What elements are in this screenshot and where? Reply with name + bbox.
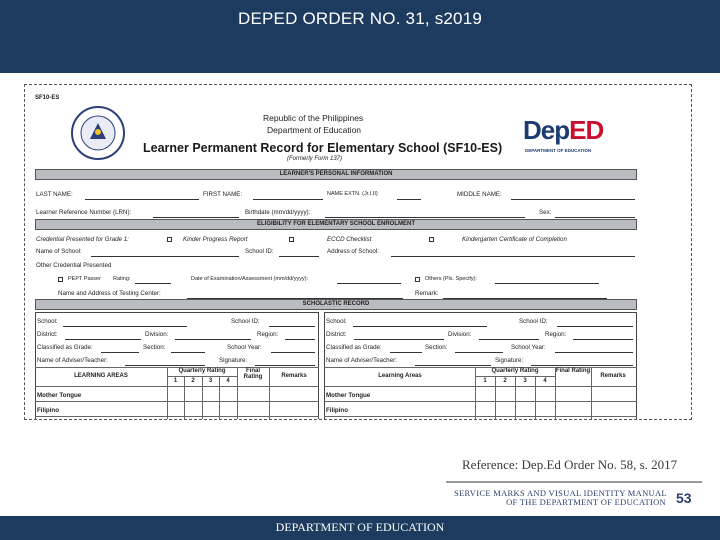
left-header-q3: 3: [208, 378, 213, 384]
label-eccd: ECCD Checklist: [327, 236, 372, 243]
left-label-division: Division:: [145, 331, 169, 338]
label-last-name: LAST NAME:: [36, 191, 73, 198]
label-middle-name: MIDDLE NAME:: [457, 191, 502, 198]
logo-subtitle: DEPARTMENT OF EDUCATION: [525, 148, 592, 153]
right-field-school: [353, 326, 487, 327]
checkbox-others[interactable]: [415, 277, 420, 282]
right-field-adviser: [415, 365, 491, 366]
left-label-region: Region:: [257, 331, 279, 338]
deped-logo: [519, 115, 609, 155]
page-number: 53: [676, 490, 692, 506]
left-field-signature: [255, 365, 315, 366]
reference-text: Reference: Dep.Ed Order No. 58, s. 2017: [462, 457, 678, 472]
field-rating: [135, 283, 171, 284]
left-label-section: Section:: [143, 344, 166, 351]
left-label-school: School:: [37, 318, 58, 325]
label-school-id: School ID:: [245, 248, 274, 255]
form-title: Learner Permanent Record for Elementary School (SF10-ES): [143, 141, 503, 155]
right-label-school-id: School ID:: [519, 318, 548, 325]
right-header-remarks: Remarks: [600, 373, 626, 379]
right-field-division: [479, 339, 539, 340]
field-birthdate: [325, 217, 525, 218]
logo-dep-text: Dep: [523, 115, 570, 145]
label-sex: Sex:: [539, 209, 552, 216]
checkbox-pept[interactable]: [58, 277, 63, 282]
right-subject-filipino: Filipino: [326, 407, 348, 414]
left-label-district: District:: [37, 331, 58, 338]
slide-title: DEPED ORDER NO. 31, s2019: [237, 9, 483, 28]
label-address-of-school: Address of School:: [327, 248, 379, 255]
left-field-school-year: [271, 352, 315, 353]
left-subject-filipino: Filipino: [37, 407, 59, 414]
field-last-name: [85, 199, 199, 200]
left-field-school-id: [269, 326, 315, 327]
left-label-signature: Signature:: [219, 357, 248, 364]
checkbox-eccd[interactable]: [289, 237, 294, 242]
field-middle-name: [511, 199, 635, 200]
right-label-section: Section:: [425, 344, 448, 351]
left-label-school-year: School Year:: [227, 344, 262, 351]
label-lrn: Learner Reference Number (LRN):: [36, 209, 132, 216]
left-header-quarterly-rating: Quarterly Rating: [178, 368, 226, 374]
right-header-learning-areas: Learning Areas: [378, 373, 422, 379]
service-marks-line2: OF THE DEPARTMENT OF EDUCATION: [506, 497, 666, 507]
service-marks-line1: SERVICE MARKS AND VISUAL IDENTITY MANUAL: [454, 488, 667, 498]
field-others: [495, 283, 599, 284]
left-subject-mother-tongue: Mother Tongue: [37, 392, 82, 399]
field-first-name: [253, 199, 323, 200]
form-code: SF10-ES: [35, 95, 60, 101]
left-field-section: [171, 352, 205, 353]
label-testing-center: Name and Address of Testing Center:: [58, 290, 161, 297]
left-header-learning-areas: LEARNING AREAS: [74, 373, 128, 379]
right-field-school-year: [555, 352, 633, 353]
label-date-exam: Date of Examination/Assessment (mm/dd/yyyy):: [191, 276, 309, 282]
right-field-school-id: [557, 326, 633, 327]
field-name-of-school: [91, 256, 239, 257]
label-kinder-cert: Kindergarten Certificate of Completion: [462, 236, 567, 243]
left-field-region: [285, 339, 315, 340]
field-date-exam: [337, 283, 401, 284]
field-address-of-school: [391, 256, 635, 257]
right-label-school-year: School Year:: [511, 344, 546, 351]
right-header-q1: 1: [483, 378, 487, 384]
right-field-signature: [531, 365, 633, 366]
section-personal-info: LEARNER'S PERSONAL INFORMATION: [35, 169, 637, 180]
form-formerly: (Formerly Form 137): [287, 156, 343, 162]
right-field-district: [354, 339, 444, 340]
left-header-remarks: Remarks: [281, 373, 307, 379]
right-field-section: [455, 352, 503, 353]
label-kinder-report: Kinder Progress Report: [183, 236, 248, 243]
label-credential: Credential Presented for Grade 1:: [36, 236, 129, 243]
left-header-q1: 1: [173, 378, 178, 384]
field-name-extn: [397, 199, 421, 200]
right-field-classified: [390, 352, 422, 353]
label-name-of-school: Name of School:: [36, 248, 82, 255]
left-field-district: [65, 339, 141, 340]
form-department: Department of Education: [267, 125, 362, 135]
slide-footer: [0, 516, 720, 540]
label-birthdate: Birthdate (mm/dd/yyyy):: [245, 209, 311, 216]
right-label-adviser: Name of Adviser/Teacher:: [326, 357, 397, 364]
scholastic-block-left: [35, 312, 319, 420]
label-pept: PEPT Passer: [68, 276, 101, 282]
left-label-adviser: Name of Adviser/Teacher:: [37, 357, 108, 364]
right-header-q2: 2: [503, 378, 507, 384]
left-label-school-id: School ID:: [231, 318, 260, 325]
left-field-classified: [101, 352, 139, 353]
right-label-school: School:: [326, 318, 347, 325]
right-header-final-rating: Final Rating: [555, 368, 591, 374]
right-field-region: [573, 339, 633, 340]
right-header-quarterly-rating: Quarterly Rating: [491, 368, 539, 374]
deped-seal-icon: [70, 105, 126, 161]
left-field-adviser: [125, 365, 205, 366]
checkbox-kinder-cert[interactable]: [429, 237, 434, 242]
label-other-credential: Other Credential Presented: [36, 262, 112, 269]
field-lrn: [153, 217, 239, 218]
form-scan-image: [24, 84, 692, 420]
left-label-classified: Classified as Grade:: [37, 344, 93, 351]
label-rating: Rating:: [113, 276, 131, 282]
logo-ed-text: ED: [569, 115, 604, 145]
right-label-classified: Classified as Grade:: [326, 344, 382, 351]
section-scholastic-record: SCHOLASTIC RECORD: [35, 299, 637, 310]
field-sex: [555, 217, 635, 218]
right-header-q4: 4: [543, 378, 547, 384]
label-remark: Remark:: [415, 290, 439, 297]
section-eligibility: ELIGIBILITY FOR ELEMENTARY SCHOOL ENROLMENT: [35, 219, 637, 230]
right-subject-mother-tongue: Mother Tongue: [326, 392, 371, 399]
right-label-district: District:: [326, 331, 347, 338]
checkbox-kinder-report[interactable]: [167, 237, 172, 242]
footer-text: DEPARTMENT OF EDUCATION: [275, 520, 445, 534]
label-others: Others (Pls. Specify):: [425, 276, 477, 282]
slide-header: [0, 0, 720, 73]
right-header-q3: 3: [523, 378, 527, 384]
right-label-region: Region:: [545, 331, 567, 338]
right-label-division: Division:: [448, 331, 472, 338]
reference-divider: [446, 481, 702, 483]
right-label-signature: Signature:: [495, 357, 524, 364]
form-republic: Republic of the Philippines: [263, 113, 364, 123]
left-field-division: [175, 339, 251, 340]
left-field-school: [63, 326, 187, 327]
left-header-q2: 2: [191, 378, 195, 384]
field-school-id: [279, 256, 319, 257]
label-first-name: FIRST NAME:: [203, 191, 243, 198]
left-header-final-rating: Final Rating: [243, 368, 263, 380]
left-header-q4: 4: [226, 378, 230, 384]
label-name-extn: NAME EXTN. (Jr,I,II): [327, 191, 378, 197]
